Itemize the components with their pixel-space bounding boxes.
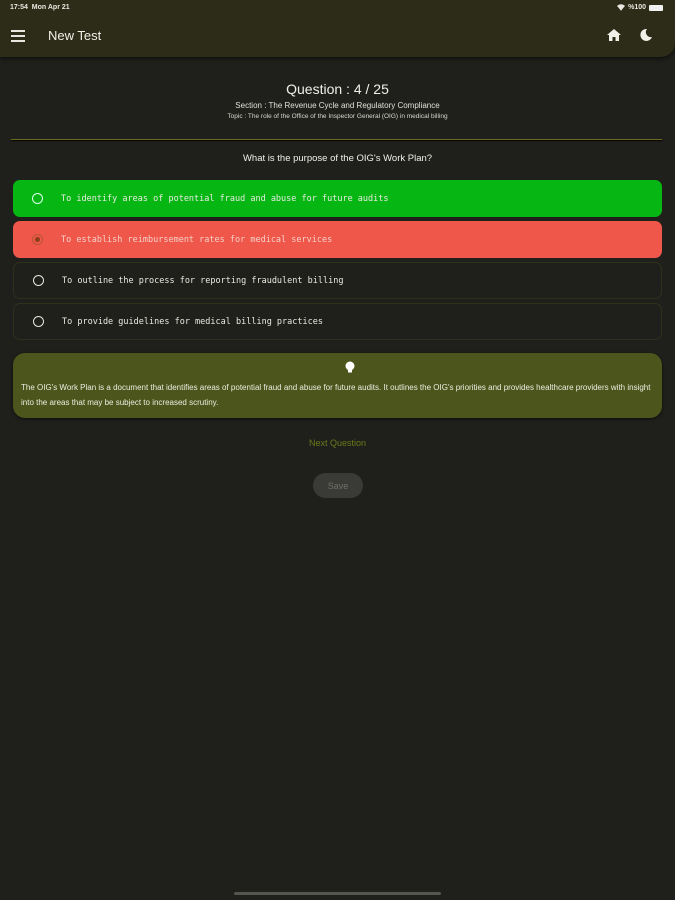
radio-button[interactable] <box>33 316 44 327</box>
app-bar <box>0 0 675 57</box>
question-header <box>0 81 675 120</box>
status-date: Mon Apr 21 <box>31 4 70 11</box>
home-button[interactable] <box>606 27 624 45</box>
radio-button-selected[interactable] <box>32 234 43 245</box>
option-4[interactable] <box>13 303 662 340</box>
battery-icon <box>649 5 663 11</box>
question-text: What is the purpose of the OIG's Work Plan? <box>242 153 433 164</box>
option-label: To identify areas of potential fraud and abuse for future audits <box>61 193 389 204</box>
page-title: New Test <box>48 28 102 43</box>
question-number: Question : 4 / 25 <box>286 81 389 97</box>
theme-toggle-button[interactable] <box>638 27 656 45</box>
wifi-icon <box>617 4 625 11</box>
section-label: Section : The Revenue Cycle and Regulatory Compliance <box>235 101 440 110</box>
home-icon <box>606 27 622 43</box>
next-question-button[interactable]: Next Question <box>308 438 367 448</box>
option-3[interactable] <box>13 262 662 299</box>
topic-label: Topic : The role of the Office of the Inspector General (OIG) in medical billing <box>227 113 448 120</box>
radio-button[interactable] <box>32 193 43 204</box>
status-time-date <box>10 4 70 11</box>
save-button[interactable]: Save <box>313 473 363 498</box>
battery-percent: %100 <box>628 4 646 11</box>
radio-button[interactable] <box>33 275 44 286</box>
explanation-card <box>13 353 662 418</box>
explanation-text: The OIG's Work Plan is a document that identifies areas of potential fraud and abuse for future audits. It outlines the OIG's priorities and provides healthcare providers with insight into the areas that may be subject to increased scrutiny. <box>21 383 651 407</box>
moon-icon <box>638 27 654 43</box>
status-time: 17:54 <box>10 4 28 11</box>
lightbulb-icon <box>345 361 355 374</box>
option-2[interactable] <box>13 221 662 258</box>
option-label: To outline the process for reporting fraudulent billing <box>62 275 344 286</box>
divider <box>11 139 662 140</box>
menu-icon <box>11 30 25 32</box>
option-label: To establish reimbursement rates for medical services <box>61 234 333 245</box>
home-indicator[interactable] <box>234 892 441 895</box>
status-indicators <box>617 4 663 11</box>
option-label: To provide guidelines for medical billing practices <box>62 316 323 327</box>
option-1[interactable] <box>13 180 662 217</box>
menu-button[interactable] <box>11 30 25 42</box>
